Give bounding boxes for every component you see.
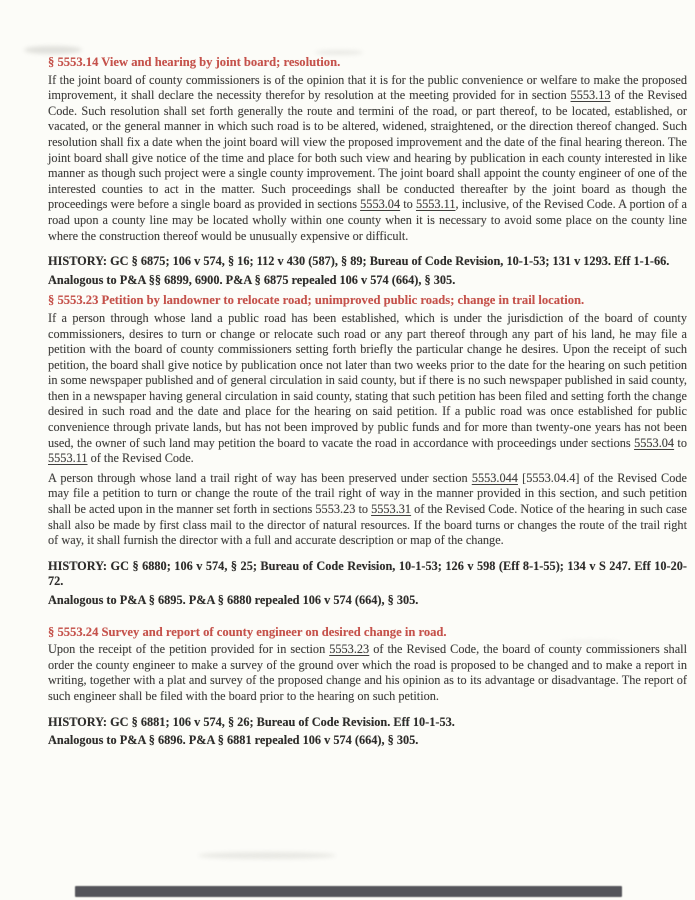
- analogous-note: Analogous to P&A §§ 6899, 6900. P&A § 6875 repealed 106 v 574 (664), § 305.: [48, 272, 456, 287]
- statute-section-5553-14: [48, 55, 687, 288]
- section-reference: 5553.04: [634, 435, 675, 450]
- analogous-note: Analogous to P&A § 6895. P&A § 6880 repealed 106 v 574 (664), § 305.: [48, 593, 419, 607]
- statute-paragraph: Upon the receipt of the petition provided for in section 5553.23 of the Revised Code, the board of county commissioners shall order the county engineer to make a survey of the ground over which the road is proposed to be changed and to make a report in writing, together with a plat and survey of the proposed change and his opinion as to its advantage or disadvantage. The report of such engineer shall be filed with the board prior to the hearing on such petition.: [48, 642, 687, 703]
- scan-smudge-artifact: [198, 852, 336, 859]
- page-content: [48, 55, 687, 749]
- section-heading: § 5553.24 Survey and report of county engineer on desired change in road.: [48, 624, 447, 639]
- history-note: HISTORY: GC § 6880; 106 v 574, § 25; Bureau of Code Revision, 10-1-53; 126 v 598 (Eff 8-1-55); 134 v S 247. Eff 10-20-72.: [48, 558, 687, 589]
- section-reference: 5553.13: [570, 88, 611, 103]
- statute-section-5553-24: [48, 625, 687, 749]
- section-reference: 5553.11: [415, 197, 456, 212]
- section-reference: 5553.11: [48, 451, 88, 466]
- section-reference: 5553.044: [471, 470, 518, 485]
- statute-paragraph: If a person through whose land a public road has been established, which is under the jurisdiction of the board of county commissioners, desires to turn or change or relocate such road or any part thereof through any part of his land, he may file a petition with the board of county commissioners setting forth briefly the particular change he desires. Upon the receipt of such petition, the board shall give notice by publication once not later than two weeks prior to the date for the hearing on such petition in some newspaper published and of general circulation in said county, but if there is no such newspaper published in said county, then in a newspaper having general circulation in said county, stating that such petition has been filed and setting forth the change desired in such road and the date and place for the hearing on said petition. If a public road was once established for public convenience through private lands, but has not been improved by public funds and for more than twenty-one years has not been used, the owner of such land may petition the board to vacate the road in accordance with proceedings under sections 5553.04 to 5553.11 of the Revised Code.: [48, 310, 687, 466]
- section-reference: 5553.04: [360, 197, 401, 212]
- statute-paragraph: If the joint board of county commissioners is of the opinion that it is for the public convenience or welfare to make the proposed improvement, it shall declare the necessity therefor by resolution at the meeting provided for in section 5553.13 of the Revised Code. Such resolution shall set forth generally the route and termini of the road, or part thereof, to be located, established, or vacated, or the general manner in which such road is to be altered, widened, straightened, or the direction thereof changed. Such resolution shall fix a date when the joint board will view the proposed improvement and the date of the final hearing thereon. The joint board shall give notice of the time and place for both such view and hearing by publication in each county interested in like manner as though such project were a single county improvement. The joint board shall appoint the county engineer of one of the interested counties to act in the matter. Such proceedings shall be conducted thereafter by the joint board as though the proceedings were before a single board as provided in sections 5553.04 to 5553.11, inclusive, of the Revised Code. A portion of a road upon a county line may be located wholly within one county when it is necessary to avoid some place on the county line where the construction thereof would be unusually expensive or difficult.: [48, 72, 688, 243]
- statute-section-5553-23: [48, 293, 687, 608]
- history-note: HISTORY: GC § 6881; 106 v 574, § 26; Bureau of Code Revision. Eff 10-1-53.: [48, 714, 455, 729]
- section-heading: § 5553.23 Petition by landowner to relocate road; unimproved public roads; change in trail location.: [48, 293, 585, 308]
- section-reference: 5553.23: [329, 642, 370, 657]
- history-note: HISTORY: GC § 6875; 106 v 574, § 16; 112 v 430 (587), § 89; Bureau of Code Revision, 10-1-53; 131 v 1293. Eff 1-1-66.: [48, 254, 670, 269]
- scan-smudge-artifact: [24, 46, 82, 54]
- analogous-note: Analogous to P&A § 6896. P&A § 6881 repealed 106 v 574 (664), § 305.: [48, 733, 419, 748]
- scan-edge-artifact: [75, 886, 622, 897]
- section-heading: § 5553.14 View and hearing by joint board; resolution.: [48, 55, 341, 69]
- section-reference: 5553.31: [371, 502, 412, 517]
- statute-paragraph: A person through whose land a trail right of way has been preserved under section 5553.044 [5553.04.4] of the Revised Code may file a petition to turn or change the route of the trail right of way in the manner provided in this section, and such petition shall be acted upon in the manner set forth in sections 5553.23 to 5553.31 of the Revised Code. Notice of the hearing in such case shall also be made by first class mail to the director of natural resources. If the board turns or changes the route of the trail right of way, it shall furnish the director with a full and accurate description or map of the change.: [48, 470, 687, 548]
